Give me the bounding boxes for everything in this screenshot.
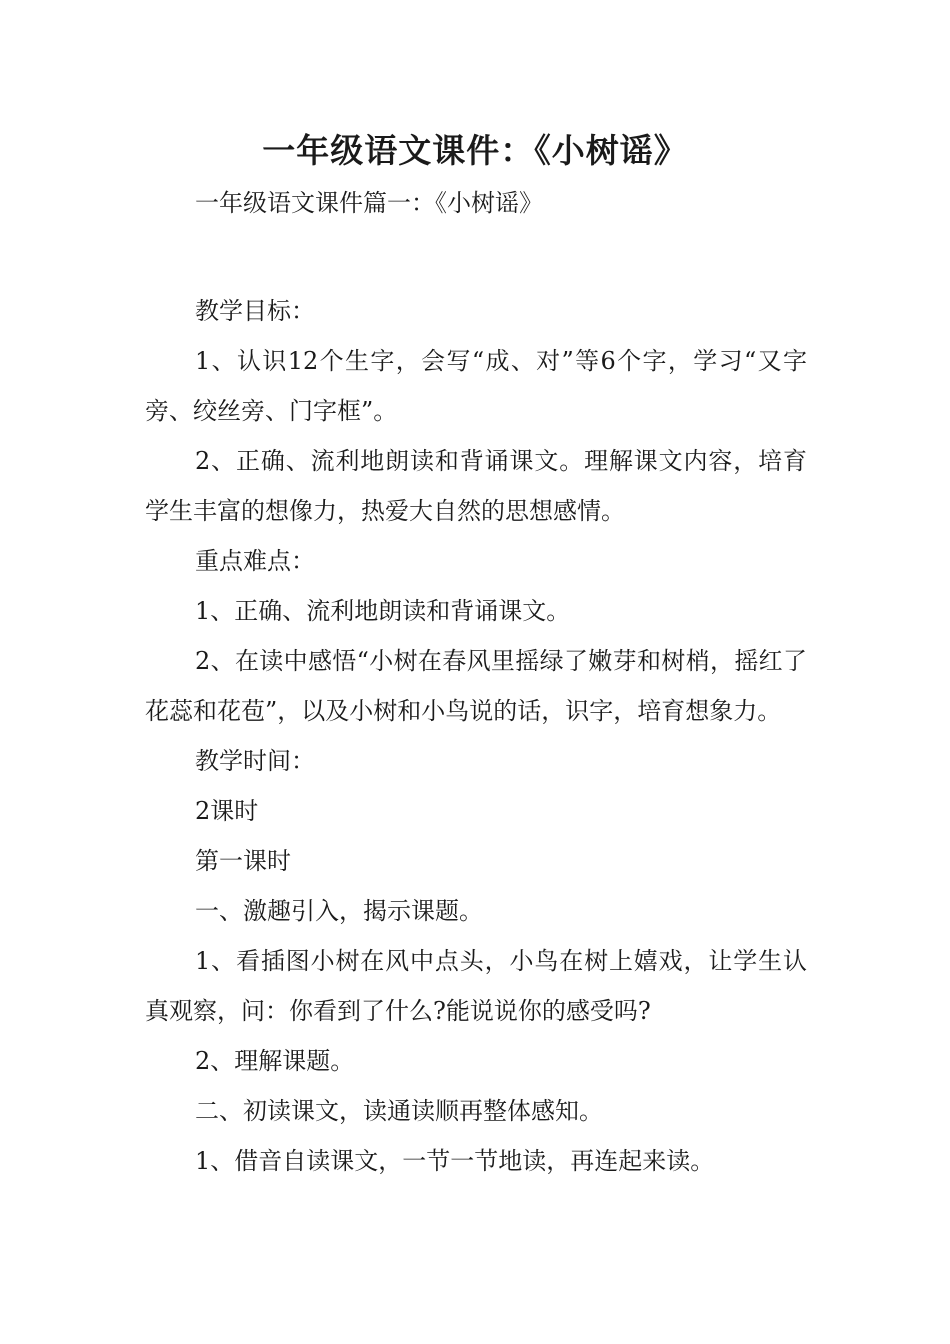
paragraph: 2、在读中感悟“小树在春风里摇绿了嫩芽和树梢，摇红了花蕊和花苞”，以及小树和小鸟说的话，识字，培育想象力。 xyxy=(145,647,807,725)
section-heading-teaching-time: 教学时间： xyxy=(195,747,315,775)
paragraph: 1、借音自读课文，一节一节地读，再连起来读。 xyxy=(195,1147,715,1175)
paragraph: 2课时 xyxy=(195,797,259,825)
section-heading-objectives: 教学目标： xyxy=(195,297,315,325)
paragraph: 2、理解课题。 xyxy=(195,1047,355,1075)
document-body xyxy=(145,178,807,1186)
section-heading-first-lesson: 第一课时 xyxy=(195,847,291,875)
paragraph: 一、激趣引入，揭示课题。 xyxy=(195,897,483,925)
subtitle-paragraph: 一年级语文课件篇一：《小树谣》 xyxy=(195,189,543,217)
paragraph: 1、看插图小树在风中点头，小鸟在树上嬉戏，让学生认真观察，问：你看到了什么?能说说你的感受吗? xyxy=(145,947,807,1025)
paragraph: 1、认识12个生字，会写“成、对”等6个字，学习“又字旁、绞丝旁、门字框”。 xyxy=(145,347,807,425)
document-title: 一年级语文课件：《小树谣》 xyxy=(262,131,688,170)
paragraph: 2、正确、流利地朗读和背诵课文。理解课文内容，培育学生丰富的想像力，热爱大自然的思想感情。 xyxy=(145,447,807,525)
paragraph: 二、初读课文，读通读顺再整体感知。 xyxy=(195,1097,603,1125)
section-heading-key-points: 重点难点： xyxy=(195,547,315,575)
paragraph: 1、正确、流利地朗读和背诵课文。 xyxy=(195,597,571,625)
